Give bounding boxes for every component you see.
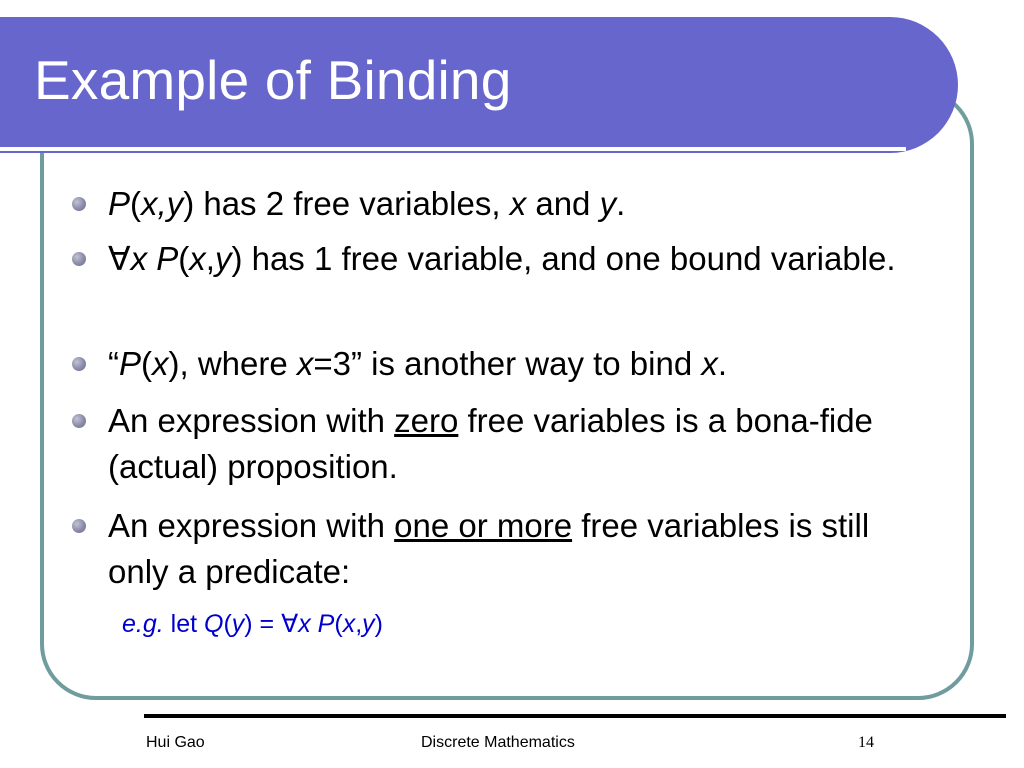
var-x: x (189, 240, 206, 277)
paren: ( (130, 185, 142, 222)
var-x: x (130, 240, 148, 277)
paren: ( (223, 610, 232, 638)
sub-text: ) = (244, 610, 282, 638)
bullet-text: free variables is a bona-fide (actual) proposition. (108, 402, 873, 485)
predicate-name: Q (204, 610, 224, 638)
var-x: x (701, 345, 718, 382)
bullet-dot-icon (72, 519, 86, 533)
bullet-item-4 (108, 398, 928, 490)
bullet-dot-icon (72, 252, 86, 266)
emphasis-one-or-more: one or more (394, 507, 573, 544)
bullet-dot-icon (72, 357, 86, 371)
paren: ( (178, 240, 190, 277)
var-y: y (599, 185, 617, 222)
example-subbullet (122, 609, 383, 639)
comma: , (355, 610, 363, 638)
bullet-text: An expression with (108, 402, 395, 439)
var-x: x (298, 610, 311, 638)
bullet-dot-icon (72, 197, 86, 211)
paren: ) (374, 610, 383, 638)
eg-label: e.g. (122, 610, 164, 638)
slide-title: Example of Binding (34, 49, 512, 111)
bullet-text: and (526, 185, 600, 222)
bullet-text: ) has 1 free variable, and one bound variable. (231, 240, 896, 277)
forall-symbol: ∀ (108, 240, 131, 277)
var-y: y (166, 185, 184, 222)
predicate-name: P (119, 345, 142, 382)
bullet-text: An expression with (108, 507, 395, 544)
bullet-dot-icon (72, 414, 86, 428)
predicate-name: P (108, 185, 131, 222)
paren: ( (141, 345, 153, 382)
space (147, 240, 156, 277)
bullet-item-3 (108, 341, 928, 387)
bullet-text: . (616, 185, 626, 222)
var-y: y (231, 610, 245, 638)
quote: “ (108, 345, 119, 382)
space (311, 610, 318, 638)
comma: , (205, 240, 215, 277)
bullet-text: ), where (168, 345, 297, 382)
comma: , (157, 185, 167, 222)
bullet-text: free variables is still only a predicate: (108, 507, 870, 590)
bullet-text: . (717, 345, 728, 382)
var-x: x (141, 185, 158, 222)
page-number: 14 (858, 734, 874, 751)
var-x: x (342, 610, 356, 638)
var-y: y (214, 240, 232, 277)
title-underline (0, 147, 906, 151)
footer-author: Hui Gao (146, 734, 205, 751)
forall-symbol: ∀ (281, 610, 299, 638)
bullet-text: =3” is another way to bind (313, 345, 702, 382)
predicate-name: P (317, 610, 335, 638)
footer-rule (144, 714, 1006, 718)
bullet-text: ) has 2 free variables, (183, 185, 510, 222)
var-x: x (296, 345, 314, 382)
footer-course: Discrete Mathematics (421, 734, 575, 751)
predicate-name: P (156, 240, 179, 277)
bullet-item-5 (108, 503, 928, 595)
bullet-item-2 (108, 236, 928, 282)
var-y: y (362, 610, 375, 638)
paren: ( (334, 610, 343, 638)
bullet-item-1 (108, 181, 928, 227)
var-x: x (509, 185, 527, 222)
sub-text: let (163, 610, 204, 638)
var-x: x (152, 345, 169, 382)
emphasis-zero: zero (394, 402, 459, 439)
